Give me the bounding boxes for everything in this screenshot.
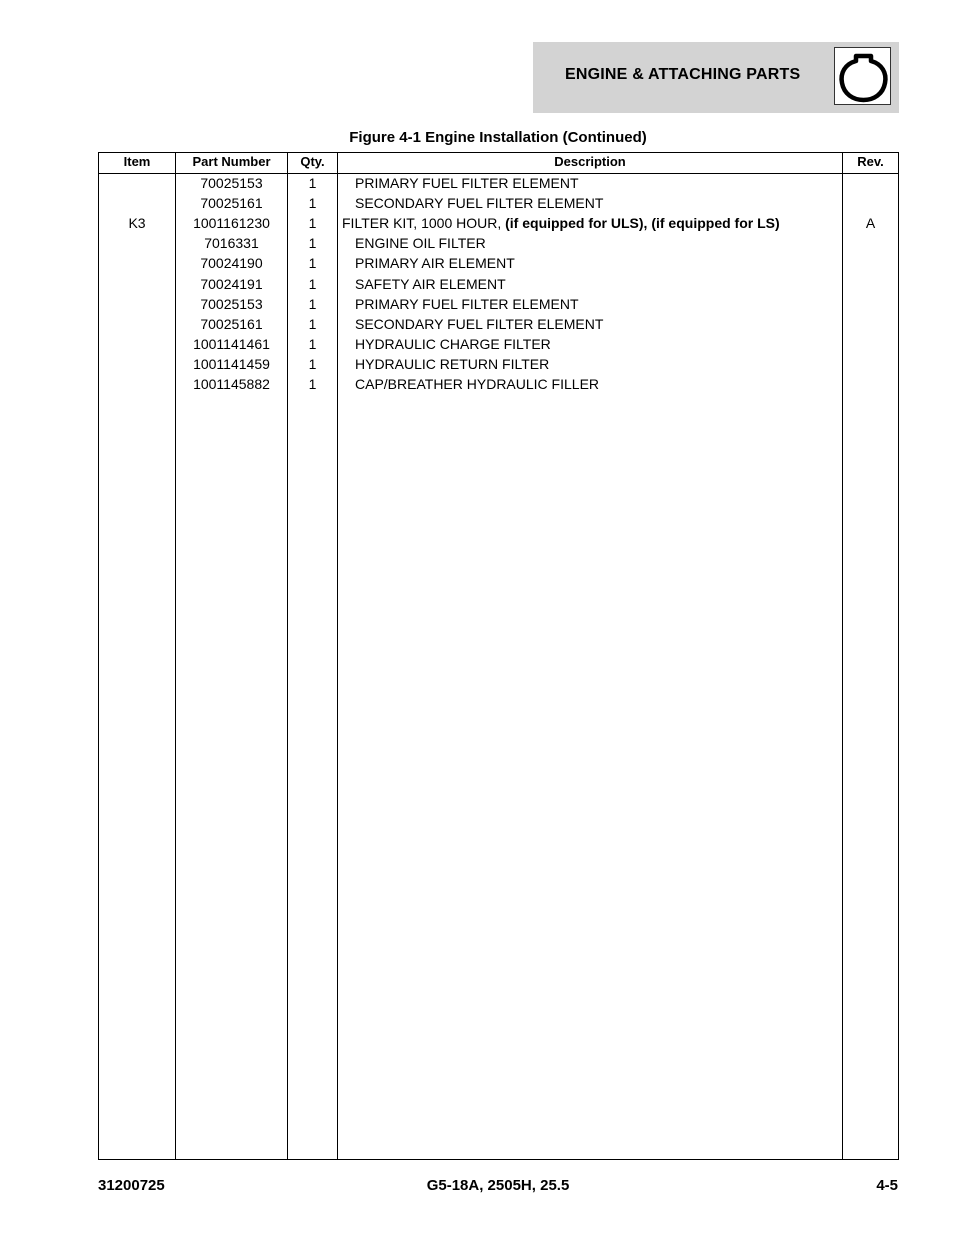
qty-cell: 1 <box>308 296 317 312</box>
engine-icon-box <box>834 47 891 105</box>
header-item: Item <box>123 154 151 169</box>
header-qty: Qty. <box>300 154 325 169</box>
description-cell <box>355 274 506 294</box>
part-number-cell: 70024190 <box>200 255 263 271</box>
part-number-cell: 70025153 <box>200 175 263 191</box>
table-row <box>99 193 898 213</box>
footer-page-number: 4-5 <box>876 1177 898 1194</box>
description-text: ENGINE OIL FILTER <box>355 235 486 251</box>
part-number-cell: 7016331 <box>204 235 259 251</box>
qty-cell: 1 <box>308 336 317 352</box>
description-cell <box>355 233 486 253</box>
table-row <box>99 253 898 273</box>
part-number-cell: 1001141461 <box>193 336 270 352</box>
part-number-cell: 1001141459 <box>193 356 270 372</box>
qty-cell: 1 <box>308 356 317 372</box>
table-row <box>99 173 898 193</box>
description-cell <box>355 253 515 273</box>
part-number-cell: 70025153 <box>200 296 263 312</box>
parts-table <box>98 152 899 1160</box>
description-cell <box>342 213 780 233</box>
description-cell <box>355 374 599 394</box>
footer-models: G5-18A, 2505H, 25.5 <box>426 1177 570 1194</box>
section-title: ENGINE & ATTACHING PARTS <box>565 66 801 83</box>
qty-cell: 1 <box>308 235 317 251</box>
description-text: HYDRAULIC RETURN FILTER <box>355 356 550 372</box>
description-cell <box>355 354 549 374</box>
part-number-cell: 70024191 <box>200 276 263 292</box>
item-cell: K3 <box>128 215 146 231</box>
table-row <box>99 354 898 374</box>
part-number-cell: 70025161 <box>200 195 263 211</box>
qty-cell: 1 <box>308 276 317 292</box>
rev-cell: A <box>865 215 876 231</box>
figure-title: Figure 4-1 Engine Installation (Continued) <box>349 129 647 146</box>
description-cell <box>355 173 579 193</box>
description-cell <box>355 193 603 213</box>
qty-cell: 1 <box>308 215 317 231</box>
footer-doc-number: 31200725 <box>98 1177 165 1194</box>
description-text: HYDRAULIC CHARGE FILTER <box>355 336 551 352</box>
description-text: FILTER KIT, 1000 HOUR, <box>342 215 506 231</box>
description-text: SECONDARY FUEL FILTER ELEMENT <box>355 316 604 332</box>
part-number-cell: 1001161230 <box>193 215 270 231</box>
description-text: PRIMARY FUEL FILTER ELEMENT <box>355 296 579 312</box>
description-cell <box>355 334 551 354</box>
description-text: PRIMARY AIR ELEMENT <box>355 255 515 271</box>
section-header-tab <box>533 42 899 113</box>
description-cell <box>355 294 579 314</box>
part-number-cell: 70025161 <box>200 316 263 332</box>
description-text: CAP/BREATHER HYDRAULIC FILLER <box>355 376 600 392</box>
description-text: SECONDARY FUEL FILTER ELEMENT <box>355 195 604 211</box>
qty-cell: 1 <box>308 195 317 211</box>
qty-cell: 1 <box>308 376 317 392</box>
header-part-number: Part Number <box>192 154 271 169</box>
table-row <box>99 334 898 354</box>
table-row <box>99 374 898 394</box>
description-condition: (if equipped for ULS), (if equipped for LS) <box>505 215 780 231</box>
table-row <box>99 314 898 334</box>
description-text: PRIMARY FUEL FILTER ELEMENT <box>355 175 579 191</box>
header-rev: Rev. <box>857 154 884 169</box>
qty-cell: 1 <box>308 316 317 332</box>
table-row <box>99 213 898 233</box>
qty-cell: 1 <box>308 175 317 191</box>
table-row <box>99 274 898 294</box>
table-row <box>99 294 898 314</box>
qty-cell: 1 <box>308 255 317 271</box>
table-row <box>99 233 898 253</box>
description-text: SAFETY AIR ELEMENT <box>355 276 506 292</box>
engine-icon <box>835 48 892 106</box>
header-description: Description <box>554 154 626 169</box>
part-number-cell: 1001145882 <box>193 376 270 392</box>
description-cell <box>355 314 603 334</box>
